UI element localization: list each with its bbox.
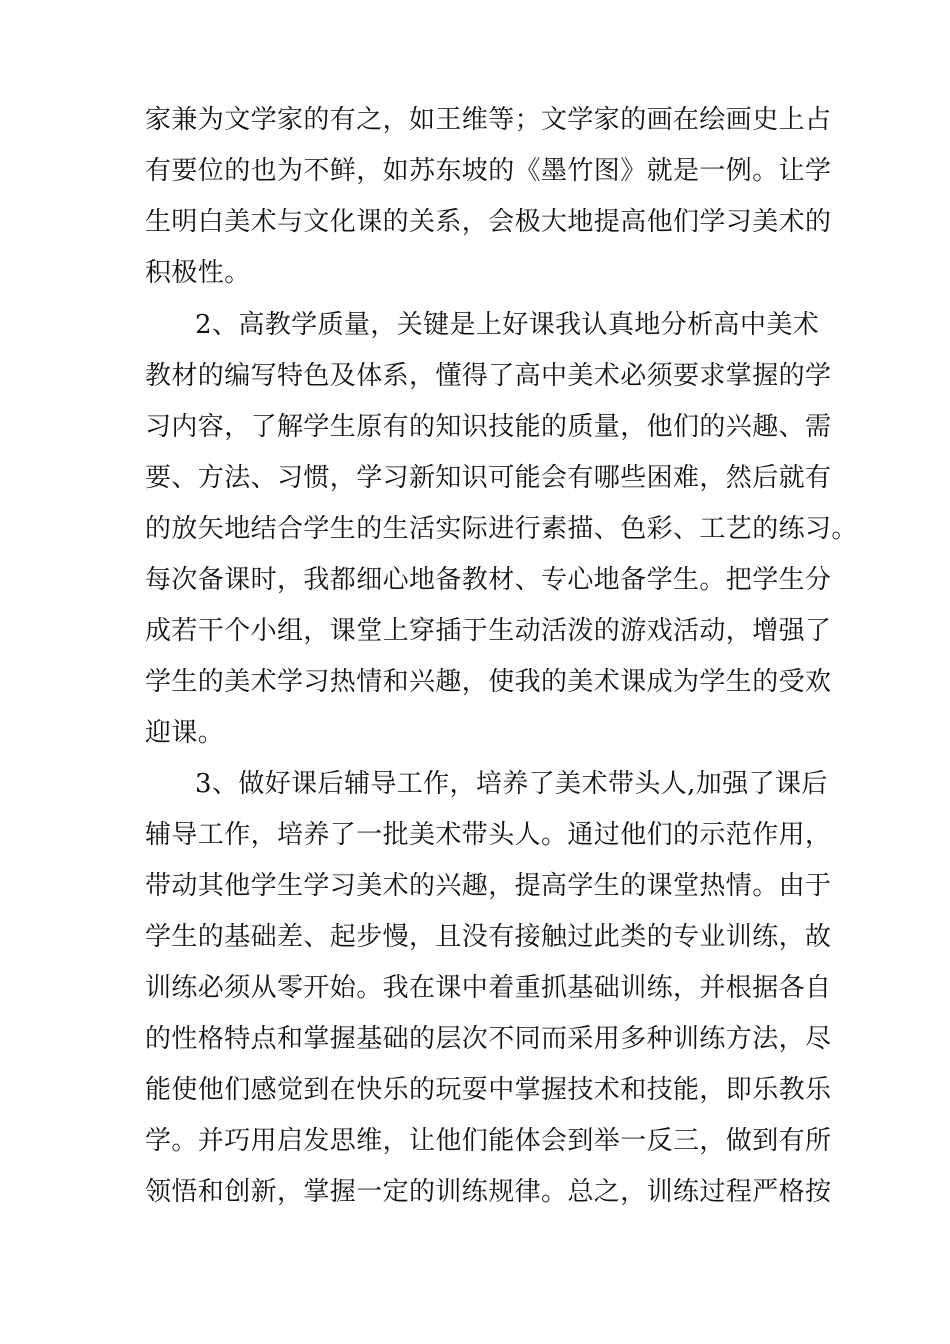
text-line: 迎课。 <box>145 718 225 748</box>
text-line: 习内容，了解学生原有的知识技能的质量，他们的兴趣、需 <box>145 412 832 442</box>
text-line: 辅导工作，培养了一批美术带头人。通过他们的示范作用， <box>145 820 832 850</box>
text-line: 生明白美术与文化课的关系，会极大地提高他们学习美术的 <box>145 207 832 237</box>
text-line: 的性格特点和掌握基础的层次不同而采用多种训练方法，尽 <box>145 1024 832 1054</box>
paragraph-2-first-line: 2、高教学质量，关键是上好课我认真地分析高中美术 <box>195 310 820 340</box>
text-line: 训练必须从零开始。我在课中着重抓基础训练，并根据各自 <box>145 973 832 1003</box>
text-line: 积极性。 <box>145 258 251 288</box>
text-line: 带动其他学生学习美术的兴趣，提高学生的课堂热情。由于 <box>145 871 832 901</box>
text-line: 学生的美术学习热情和兴趣，使我的美术课成为学生的受欢 <box>145 667 832 697</box>
paragraph-3-first-line: 3、做好课后辅导工作，培养了美术带头人,加强了课后 <box>195 769 828 799</box>
text-line: 要、方法、习惯，学习新知识可能会有哪些困难，然后就有 <box>145 463 832 493</box>
text-line: 有要位的也为不鲜，如苏东坡的《墨竹图》就是一例。让学 <box>145 156 832 186</box>
text-line: 家兼为文学家的有之，如王维等；文学家的画在绘画史上占 <box>145 105 832 135</box>
text-line: 学生的基础差、起步慢，且没有接触过此类的专业训练，故 <box>145 922 832 952</box>
text-line: 的放矢地结合学生的生活实际进行素描、色彩、工艺的练习。 <box>145 514 858 544</box>
text-line: 领悟和创新，掌握一定的训练规律。总之，训练过程严格按 <box>145 1177 832 1207</box>
text-line: 学。并巧用启发思维，让他们能体会到举一反三，做到有所 <box>145 1126 832 1156</box>
text-line: 成若干个小组，课堂上穿插于生动活泼的游戏活动，增强了 <box>145 616 832 646</box>
text-line: 能使他们感觉到在快乐的玩耍中掌握技术和技能，即乐教乐 <box>145 1075 832 1105</box>
text-line: 每次备课时，我都细心地备教材、专心地备学生。把学生分 <box>145 565 832 595</box>
text-line: 教材的编写特色及体系，懂得了高中美术必须要求掌握的学 <box>145 361 832 391</box>
